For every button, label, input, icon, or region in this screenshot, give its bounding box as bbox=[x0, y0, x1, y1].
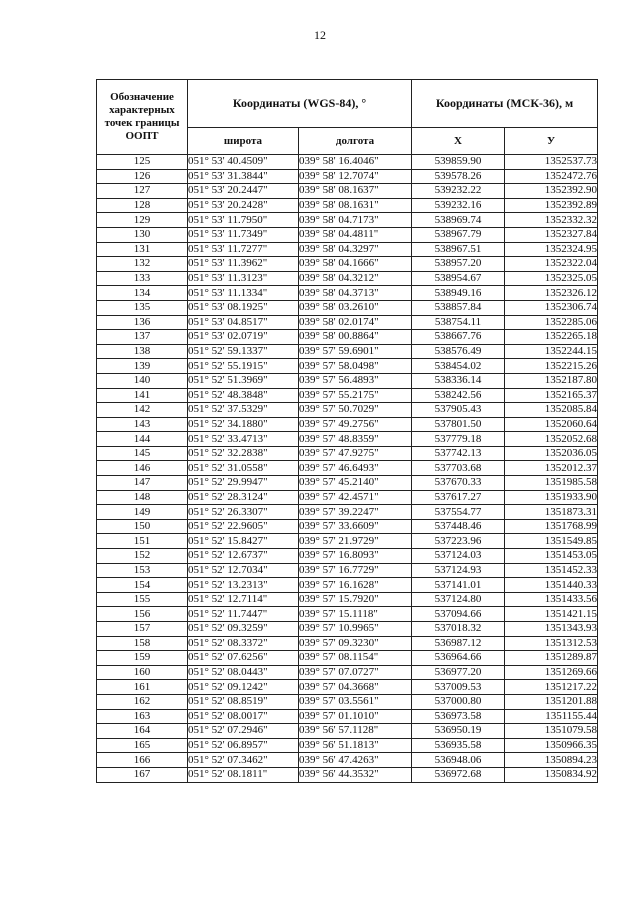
latitude-cell: 051° 52' 22.9605" bbox=[188, 519, 299, 534]
latitude-cell: 051° 53' 02.0719" bbox=[188, 330, 299, 345]
latitude-cell: 051° 52' 32.2838" bbox=[188, 446, 299, 461]
y-cell: 1352472.76 bbox=[505, 169, 598, 184]
x-cell: 538242.56 bbox=[412, 388, 505, 403]
y-cell: 1351312.53 bbox=[505, 636, 598, 651]
x-cell: 537009.53 bbox=[412, 680, 505, 695]
table-row bbox=[97, 607, 598, 622]
x-cell: 536950.19 bbox=[412, 724, 505, 739]
table-row bbox=[97, 242, 598, 257]
point-id-cell: 147 bbox=[97, 476, 188, 491]
point-id-cell: 154 bbox=[97, 578, 188, 593]
longitude-cell: 039° 56' 44.3532" bbox=[299, 767, 412, 782]
x-cell: 537554.77 bbox=[412, 505, 505, 520]
table-row bbox=[97, 753, 598, 768]
point-id-cell: 145 bbox=[97, 446, 188, 461]
x-cell: 539578.26 bbox=[412, 169, 505, 184]
point-id-cell: 125 bbox=[97, 155, 188, 170]
longitude-cell: 039° 57' 58.0498" bbox=[299, 359, 412, 374]
longitude-cell: 039° 58' 02.0174" bbox=[299, 315, 412, 330]
latitude-cell: 051° 52' 12.6737" bbox=[188, 549, 299, 564]
page-number: 12 bbox=[314, 28, 326, 42]
longitude-cell: 039° 56' 51.1813" bbox=[299, 738, 412, 753]
table-row bbox=[97, 694, 598, 709]
latitude-cell: 051° 52' 12.7114" bbox=[188, 592, 299, 607]
point-id-cell: 148 bbox=[97, 490, 188, 505]
y-cell: 1352537.73 bbox=[505, 155, 598, 170]
latitude-cell: 051° 52' 08.0017" bbox=[188, 709, 299, 724]
header-latitude: широта bbox=[188, 128, 299, 155]
x-cell: 536987.12 bbox=[412, 636, 505, 651]
longitude-cell: 039° 57' 48.8359" bbox=[299, 432, 412, 447]
table-row bbox=[97, 680, 598, 695]
point-id-cell: 161 bbox=[97, 680, 188, 695]
point-id-cell: 153 bbox=[97, 563, 188, 578]
point-id-cell: 126 bbox=[97, 169, 188, 184]
latitude-cell: 051° 53' 31.3844" bbox=[188, 169, 299, 184]
y-cell: 1352036.05 bbox=[505, 446, 598, 461]
x-cell: 538667.76 bbox=[412, 330, 505, 345]
x-cell: 538949.16 bbox=[412, 286, 505, 301]
table-row bbox=[97, 271, 598, 286]
latitude-cell: 051° 52' 59.1337" bbox=[188, 344, 299, 359]
latitude-cell: 051° 53' 20.2447" bbox=[188, 184, 299, 199]
latitude-cell: 051° 52' 51.3969" bbox=[188, 373, 299, 388]
table-row bbox=[97, 724, 598, 739]
y-cell: 1351433.56 bbox=[505, 592, 598, 607]
y-cell: 1352325.05 bbox=[505, 271, 598, 286]
x-cell: 538336.14 bbox=[412, 373, 505, 388]
x-cell: 537124.03 bbox=[412, 549, 505, 564]
x-cell: 537742.13 bbox=[412, 446, 505, 461]
header-x: X bbox=[412, 128, 505, 155]
latitude-cell: 051° 52' 55.1915" bbox=[188, 359, 299, 374]
table-row bbox=[97, 665, 598, 680]
x-cell: 537018.32 bbox=[412, 622, 505, 637]
y-cell: 1352392.89 bbox=[505, 198, 598, 213]
x-cell: 536973.58 bbox=[412, 709, 505, 724]
table-row bbox=[97, 505, 598, 520]
longitude-cell: 039° 58' 04.7173" bbox=[299, 213, 412, 228]
table-row bbox=[97, 651, 598, 666]
y-cell: 1350966.35 bbox=[505, 738, 598, 753]
x-cell: 538957.20 bbox=[412, 257, 505, 272]
x-cell: 537801.50 bbox=[412, 417, 505, 432]
point-id-cell: 139 bbox=[97, 359, 188, 374]
longitude-cell: 039° 58' 04.4811" bbox=[299, 227, 412, 242]
x-cell: 537094.66 bbox=[412, 607, 505, 622]
longitude-cell: 039° 57' 21.9729" bbox=[299, 534, 412, 549]
table-row bbox=[97, 155, 598, 170]
point-id-cell: 151 bbox=[97, 534, 188, 549]
table-row bbox=[97, 169, 598, 184]
x-cell: 537223.96 bbox=[412, 534, 505, 549]
latitude-cell: 051° 52' 33.4713" bbox=[188, 432, 299, 447]
table-row bbox=[97, 636, 598, 651]
longitude-cell: 039° 57' 47.9275" bbox=[299, 446, 412, 461]
longitude-cell: 039° 57' 56.4893" bbox=[299, 373, 412, 388]
latitude-cell: 051° 52' 08.1811" bbox=[188, 767, 299, 782]
y-cell: 1350894.23 bbox=[505, 753, 598, 768]
table-row bbox=[97, 592, 598, 607]
x-cell: 537905.43 bbox=[412, 403, 505, 418]
latitude-cell: 051° 52' 11.7447" bbox=[188, 607, 299, 622]
y-cell: 1351549.85 bbox=[505, 534, 598, 549]
header-wgs-label: Координаты (WGS-84), ° bbox=[188, 80, 412, 128]
table-row bbox=[97, 738, 598, 753]
y-cell: 1352187.80 bbox=[505, 373, 598, 388]
table-row bbox=[97, 476, 598, 491]
x-cell: 539859.90 bbox=[412, 155, 505, 170]
header-point-label: Обозначение характерных точек границы ООПТ bbox=[97, 80, 188, 155]
table-row bbox=[97, 519, 598, 534]
y-cell: 1352085.84 bbox=[505, 403, 598, 418]
y-cell: 1352285.06 bbox=[505, 315, 598, 330]
latitude-cell: 051° 52' 07.6256" bbox=[188, 651, 299, 666]
table-row bbox=[97, 622, 598, 637]
table-row bbox=[97, 417, 598, 432]
x-cell: 537703.68 bbox=[412, 461, 505, 476]
x-cell: 538454.02 bbox=[412, 359, 505, 374]
y-cell: 1352324.95 bbox=[505, 242, 598, 257]
longitude-cell: 039° 56' 47.4263" bbox=[299, 753, 412, 768]
point-id-cell: 163 bbox=[97, 709, 188, 724]
table-row bbox=[97, 373, 598, 388]
x-cell: 536977.20 bbox=[412, 665, 505, 680]
latitude-cell: 051° 52' 08.3372" bbox=[188, 636, 299, 651]
point-id-cell: 158 bbox=[97, 636, 188, 651]
header-y: У bbox=[505, 128, 598, 155]
y-cell: 1351768.99 bbox=[505, 519, 598, 534]
table-row bbox=[97, 461, 598, 476]
table-row bbox=[97, 213, 598, 228]
point-id-cell: 140 bbox=[97, 373, 188, 388]
table-body bbox=[97, 155, 598, 783]
x-cell: 536948.06 bbox=[412, 753, 505, 768]
latitude-cell: 051° 53' 08.1925" bbox=[188, 300, 299, 315]
x-cell: 537670.33 bbox=[412, 476, 505, 491]
x-cell: 536935.58 bbox=[412, 738, 505, 753]
table-row bbox=[97, 403, 598, 418]
x-cell: 538576.49 bbox=[412, 344, 505, 359]
table-row bbox=[97, 359, 598, 374]
latitude-cell: 051° 52' 29.9947" bbox=[188, 476, 299, 491]
table-row bbox=[97, 767, 598, 782]
table-row bbox=[97, 315, 598, 330]
longitude-cell: 039° 57' 55.2175" bbox=[299, 388, 412, 403]
point-id-cell: 162 bbox=[97, 694, 188, 709]
x-cell: 538967.51 bbox=[412, 242, 505, 257]
x-cell: 538969.74 bbox=[412, 213, 505, 228]
x-cell: 537000.80 bbox=[412, 694, 505, 709]
longitude-cell: 039° 58' 04.1666" bbox=[299, 257, 412, 272]
longitude-cell: 039° 57' 59.6901" bbox=[299, 344, 412, 359]
y-cell: 1352265.18 bbox=[505, 330, 598, 345]
y-cell: 1351079.58 bbox=[505, 724, 598, 739]
longitude-cell: 039° 57' 16.8093" bbox=[299, 549, 412, 564]
point-id-cell: 133 bbox=[97, 271, 188, 286]
latitude-cell: 051° 52' 06.8957" bbox=[188, 738, 299, 753]
table-row bbox=[97, 300, 598, 315]
x-cell: 539232.22 bbox=[412, 184, 505, 199]
y-cell: 1352052.68 bbox=[505, 432, 598, 447]
y-cell: 1351985.58 bbox=[505, 476, 598, 491]
point-id-cell: 141 bbox=[97, 388, 188, 403]
y-cell: 1352215.26 bbox=[505, 359, 598, 374]
header-row-group bbox=[97, 80, 598, 128]
y-cell: 1351289.87 bbox=[505, 651, 598, 666]
x-cell: 537141.01 bbox=[412, 578, 505, 593]
latitude-cell: 051° 53' 11.7277" bbox=[188, 242, 299, 257]
point-id-cell: 156 bbox=[97, 607, 188, 622]
header-longitude: долгота bbox=[299, 128, 412, 155]
longitude-cell: 039° 58' 04.3297" bbox=[299, 242, 412, 257]
point-id-cell: 128 bbox=[97, 198, 188, 213]
point-id-cell: 155 bbox=[97, 592, 188, 607]
y-cell: 1351440.33 bbox=[505, 578, 598, 593]
x-cell: 537448.46 bbox=[412, 519, 505, 534]
point-id-cell: 165 bbox=[97, 738, 188, 753]
y-cell: 1352327.84 bbox=[505, 227, 598, 242]
y-cell: 1352322.04 bbox=[505, 257, 598, 272]
latitude-cell: 051° 52' 15.8427" bbox=[188, 534, 299, 549]
table-row bbox=[97, 432, 598, 447]
longitude-cell: 039° 57' 46.6493" bbox=[299, 461, 412, 476]
latitude-cell: 051° 52' 07.2946" bbox=[188, 724, 299, 739]
latitude-cell: 051° 52' 07.3462" bbox=[188, 753, 299, 768]
point-id-cell: 167 bbox=[97, 767, 188, 782]
table-row bbox=[97, 709, 598, 724]
latitude-cell: 051° 53' 04.8517" bbox=[188, 315, 299, 330]
table-row bbox=[97, 446, 598, 461]
y-cell: 1351155.44 bbox=[505, 709, 598, 724]
x-cell: 536972.68 bbox=[412, 767, 505, 782]
y-cell: 1351873.31 bbox=[505, 505, 598, 520]
y-cell: 1351453.05 bbox=[505, 549, 598, 564]
table-row bbox=[97, 563, 598, 578]
x-cell: 537124.93 bbox=[412, 563, 505, 578]
table-row bbox=[97, 330, 598, 345]
latitude-cell: 051° 53' 11.7950" bbox=[188, 213, 299, 228]
longitude-cell: 039° 57' 15.1118" bbox=[299, 607, 412, 622]
longitude-cell: 039° 57' 33.6609" bbox=[299, 519, 412, 534]
point-id-cell: 134 bbox=[97, 286, 188, 301]
y-cell: 1351217.22 bbox=[505, 680, 598, 695]
latitude-cell: 051° 53' 11.7349" bbox=[188, 227, 299, 242]
latitude-cell: 051° 53' 11.1334" bbox=[188, 286, 299, 301]
longitude-cell: 039° 57' 03.5561" bbox=[299, 694, 412, 709]
latitude-cell: 051° 52' 48.3848" bbox=[188, 388, 299, 403]
longitude-cell: 039° 58' 03.2610" bbox=[299, 300, 412, 315]
latitude-cell: 051° 52' 08.8519" bbox=[188, 694, 299, 709]
latitude-cell: 051° 52' 34.1880" bbox=[188, 417, 299, 432]
y-cell: 1352326.12 bbox=[505, 286, 598, 301]
table-row bbox=[97, 578, 598, 593]
x-cell: 539232.16 bbox=[412, 198, 505, 213]
point-id-cell: 138 bbox=[97, 344, 188, 359]
longitude-cell: 039° 57' 01.1010" bbox=[299, 709, 412, 724]
point-id-cell: 146 bbox=[97, 461, 188, 476]
x-cell: 537779.18 bbox=[412, 432, 505, 447]
longitude-cell: 039° 58' 08.1637" bbox=[299, 184, 412, 199]
table-row bbox=[97, 198, 598, 213]
longitude-cell: 039° 57' 42.4571" bbox=[299, 490, 412, 505]
latitude-cell: 051° 52' 37.5329" bbox=[188, 403, 299, 418]
point-id-cell: 144 bbox=[97, 432, 188, 447]
coordinates-table bbox=[96, 79, 598, 783]
table-row bbox=[97, 344, 598, 359]
x-cell: 537124.80 bbox=[412, 592, 505, 607]
x-cell: 538954.67 bbox=[412, 271, 505, 286]
point-id-cell: 143 bbox=[97, 417, 188, 432]
longitude-cell: 039° 58' 16.4046" bbox=[299, 155, 412, 170]
y-cell: 1351201.88 bbox=[505, 694, 598, 709]
longitude-cell: 039° 57' 07.0727" bbox=[299, 665, 412, 680]
longitude-cell: 039° 58' 04.3713" bbox=[299, 286, 412, 301]
latitude-cell: 051° 53' 11.3123" bbox=[188, 271, 299, 286]
point-id-cell: 160 bbox=[97, 665, 188, 680]
longitude-cell: 039° 58' 04.3212" bbox=[299, 271, 412, 286]
latitude-cell: 051° 52' 12.7034" bbox=[188, 563, 299, 578]
y-cell: 1352244.15 bbox=[505, 344, 598, 359]
longitude-cell: 039° 57' 49.2756" bbox=[299, 417, 412, 432]
y-cell: 1351269.66 bbox=[505, 665, 598, 680]
longitude-cell: 039° 57' 04.3668" bbox=[299, 680, 412, 695]
longitude-cell: 039° 57' 39.2247" bbox=[299, 505, 412, 520]
table-row bbox=[97, 490, 598, 505]
point-id-cell: 142 bbox=[97, 403, 188, 418]
longitude-cell: 039° 57' 16.7729" bbox=[299, 563, 412, 578]
x-cell: 538754.11 bbox=[412, 315, 505, 330]
point-id-cell: 159 bbox=[97, 651, 188, 666]
point-id-cell: 129 bbox=[97, 213, 188, 228]
latitude-cell: 051° 53' 40.4509" bbox=[188, 155, 299, 170]
latitude-cell: 051° 52' 26.3307" bbox=[188, 505, 299, 520]
point-id-cell: 130 bbox=[97, 227, 188, 242]
point-id-cell: 136 bbox=[97, 315, 188, 330]
longitude-cell: 039° 58' 12.7074" bbox=[299, 169, 412, 184]
latitude-cell: 051° 52' 08.0443" bbox=[188, 665, 299, 680]
point-id-cell: 157 bbox=[97, 622, 188, 637]
longitude-cell: 039° 57' 10.9965" bbox=[299, 622, 412, 637]
y-cell: 1351421.15 bbox=[505, 607, 598, 622]
latitude-cell: 051° 53' 11.3962" bbox=[188, 257, 299, 272]
longitude-cell: 039° 56' 57.1128" bbox=[299, 724, 412, 739]
point-id-cell: 131 bbox=[97, 242, 188, 257]
longitude-cell: 039° 58' 00.8864" bbox=[299, 330, 412, 345]
header-msk-label: Координаты (МСК-36), м bbox=[412, 80, 598, 128]
point-id-cell: 150 bbox=[97, 519, 188, 534]
latitude-cell: 051° 52' 28.3124" bbox=[188, 490, 299, 505]
y-cell: 1352332.32 bbox=[505, 213, 598, 228]
x-cell: 537617.27 bbox=[412, 490, 505, 505]
table-row bbox=[97, 227, 598, 242]
point-id-cell: 164 bbox=[97, 724, 188, 739]
point-id-cell: 137 bbox=[97, 330, 188, 345]
y-cell: 1352165.37 bbox=[505, 388, 598, 403]
longitude-cell: 039° 57' 15.7920" bbox=[299, 592, 412, 607]
latitude-cell: 051° 52' 09.1242" bbox=[188, 680, 299, 695]
point-id-cell: 149 bbox=[97, 505, 188, 520]
table-row bbox=[97, 286, 598, 301]
table-row bbox=[97, 184, 598, 199]
y-cell: 1352060.64 bbox=[505, 417, 598, 432]
longitude-cell: 039° 57' 09.3230" bbox=[299, 636, 412, 651]
x-cell: 538967.79 bbox=[412, 227, 505, 242]
longitude-cell: 039° 57' 50.7029" bbox=[299, 403, 412, 418]
point-id-cell: 135 bbox=[97, 300, 188, 315]
y-cell: 1351452.33 bbox=[505, 563, 598, 578]
point-id-cell: 152 bbox=[97, 549, 188, 564]
latitude-cell: 051° 52' 31.0558" bbox=[188, 461, 299, 476]
y-cell: 1350834.92 bbox=[505, 767, 598, 782]
point-id-cell: 127 bbox=[97, 184, 188, 199]
x-cell: 538857.84 bbox=[412, 300, 505, 315]
latitude-cell: 051° 53' 20.2428" bbox=[188, 198, 299, 213]
point-id-cell: 166 bbox=[97, 753, 188, 768]
table-row bbox=[97, 549, 598, 564]
table-row bbox=[97, 388, 598, 403]
latitude-cell: 051° 52' 13.2313" bbox=[188, 578, 299, 593]
y-cell: 1351933.90 bbox=[505, 490, 598, 505]
y-cell: 1352012.37 bbox=[505, 461, 598, 476]
longitude-cell: 039° 58' 08.1631" bbox=[299, 198, 412, 213]
x-cell: 536964.66 bbox=[412, 651, 505, 666]
y-cell: 1351343.93 bbox=[505, 622, 598, 637]
latitude-cell: 051° 52' 09.3259" bbox=[188, 622, 299, 637]
longitude-cell: 039° 57' 16.1628" bbox=[299, 578, 412, 593]
table-row bbox=[97, 257, 598, 272]
point-id-cell: 132 bbox=[97, 257, 188, 272]
table-row bbox=[97, 534, 598, 549]
longitude-cell: 039° 57' 45.2140" bbox=[299, 476, 412, 491]
y-cell: 1352306.74 bbox=[505, 300, 598, 315]
longitude-cell: 039° 57' 08.1154" bbox=[299, 651, 412, 666]
y-cell: 1352392.90 bbox=[505, 184, 598, 199]
